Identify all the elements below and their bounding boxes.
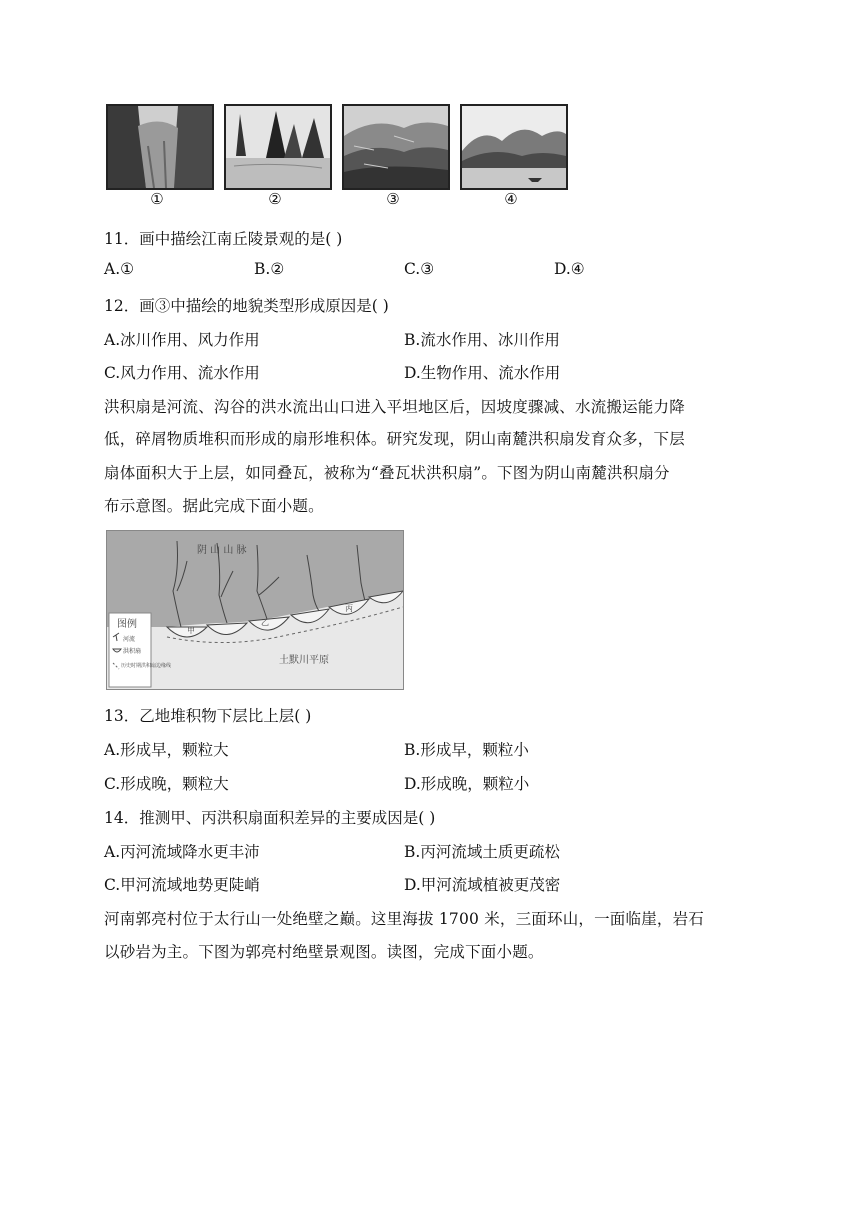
painting-1 xyxy=(106,104,214,190)
painting-3 xyxy=(342,104,450,190)
question-13-option-a[interactable]: A.形成早，颗粒大 xyxy=(104,741,229,759)
question-13-option-b[interactable]: B.形成早，颗粒小 xyxy=(404,741,529,759)
painting-2 xyxy=(224,104,332,190)
question-11-option-c[interactable]: C.③ xyxy=(404,260,435,278)
painting-label-4: ④ xyxy=(504,190,518,208)
question-12-option-c[interactable]: C.风力作用、流水作用 xyxy=(104,364,260,382)
question-12-option-d[interactable]: D.生物作用、流水作用 xyxy=(404,364,561,382)
question-13-option-c[interactable]: C.形成晚，颗粒大 xyxy=(104,775,229,793)
plain-label: 土默川平原 xyxy=(279,655,329,666)
passage-2-line-2: 以砂岩为主。下图为郭亮村绝壁景观图。读图，完成下面小题。 xyxy=(104,943,544,961)
passage-1-line-4: 布示意图。据此完成下面小题。 xyxy=(104,497,324,515)
question-13-option-d[interactable]: D.形成晚，颗粒小 xyxy=(404,775,530,793)
question-12-stem: 12．画③中描绘的地貌类型形成原因是( ) xyxy=(104,297,389,315)
question-12-option-a[interactable]: A.冰川作用、风力作用 xyxy=(104,331,260,349)
question-11-option-b[interactable]: B.② xyxy=(254,260,285,278)
alluvial-fan-map xyxy=(106,530,404,690)
painting-label-3: ③ xyxy=(386,190,400,208)
fan-label-bing: 丙 xyxy=(345,604,353,613)
fan-label-yi: 乙 xyxy=(261,618,269,627)
question-14-option-b[interactable]: B.丙河流域土质更疏松 xyxy=(404,843,560,861)
question-12-option-b[interactable]: B.流水作用、冰川作用 xyxy=(404,331,560,349)
question-13-stem: 13．乙地堆积物下层比上层( ) xyxy=(104,707,312,725)
mountain-label: 阴 山 山 脉 xyxy=(197,545,247,556)
painting-label-1: ① xyxy=(150,190,164,208)
question-14-option-d[interactable]: D.甲河流域植被更茂密 xyxy=(404,876,561,894)
passage-2-line-1: 河南郭亮村位于太行山一处绝壁之巅。这里海拔 1700 米，三面环山，一面临崖，岩石 xyxy=(104,910,705,928)
question-14-stem: 14．推测甲、丙洪积扇面积差异的主要成因是( ) xyxy=(104,809,436,827)
legend-old-edge: 历史时期洪积扇边缘线 xyxy=(121,663,172,669)
legend-river: 河流 xyxy=(123,636,136,643)
legend-fan: 洪积扇 xyxy=(123,648,142,655)
question-11-option-d[interactable]: D.④ xyxy=(554,260,585,278)
question-14-option-a[interactable]: A.丙河流域降水更丰沛 xyxy=(104,843,260,861)
passage-1-line-3: 扇体面积大于上层，如同叠瓦，被称为“叠瓦状洪积扇”。下图为阴山南麓洪积扇分 xyxy=(104,464,670,482)
passage-1-line-2: 低，碎屑物质堆积而形成的扇形堆积体。研究发现，阴山南麓洪积扇发育众多，下层 xyxy=(104,430,685,448)
painting-label-2: ② xyxy=(268,190,282,208)
fan-label-jia: 甲 xyxy=(187,626,195,635)
passage-1-line-1: 洪积扇是河流、沟谷的洪水流出山口进入平坦地区后，因坡度骤减、水流搬运能力降 xyxy=(104,398,685,416)
question-11-stem: 11．画中描绘江南丘陵景观的是( ) xyxy=(104,230,343,248)
question-14-option-c[interactable]: C.甲河流域地势更陡峭 xyxy=(104,876,260,894)
legend-title: 图例 xyxy=(117,619,137,630)
painting-4 xyxy=(460,104,568,190)
question-11-option-a[interactable]: A.① xyxy=(104,260,135,278)
